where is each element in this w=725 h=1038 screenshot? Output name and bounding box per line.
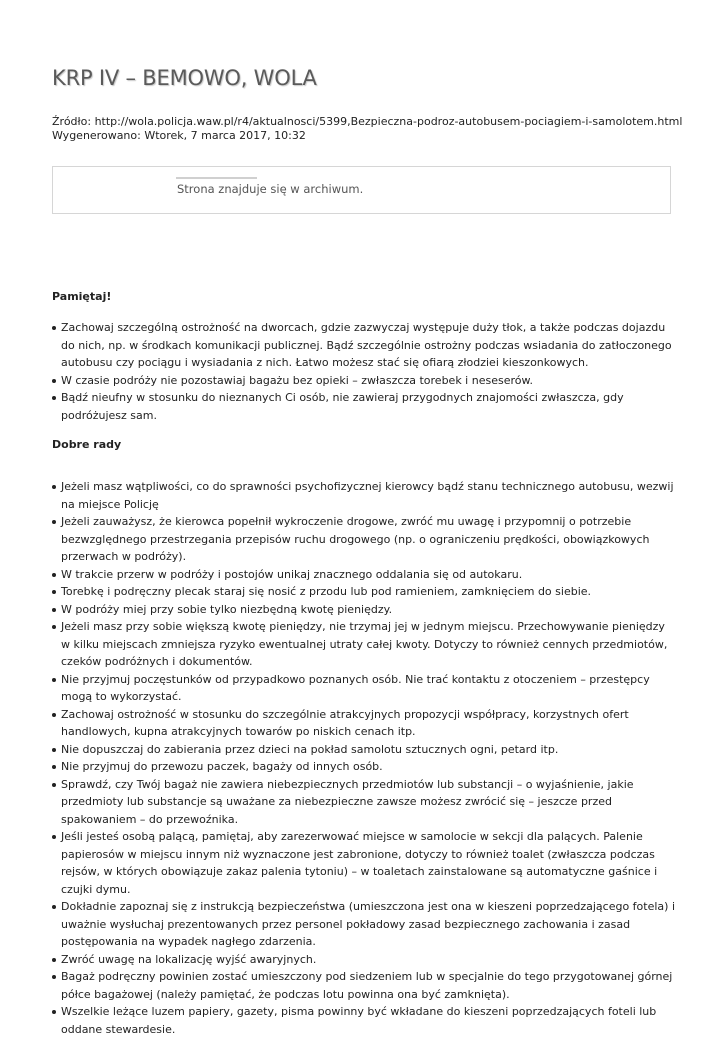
generated-date: Wygenerowano: Wtorek, 7 marca 2017, 10:32: [52, 129, 306, 142]
list-item: Wszelkie leżące luzem papiery, gazety, pisma powinny być wkładane do kieszeni poprzedzających foteli lub oddane stewardesie.: [52, 1003, 677, 1038]
section-heading-pamietaj: Pamiętaj!: [52, 290, 112, 303]
list-dobre-rady: [52, 478, 677, 1038]
list-item: Bądź nieufny w stosunku do nieznanych Ci osób, nie zawieraj przygodnych znajomości zwłaszcza, gdy podróżujesz sam.: [52, 389, 677, 424]
list-pamietaj: [52, 319, 677, 424]
list-item: Zwróć uwagę na lokalizację wyjść awaryjnych.: [52, 951, 677, 969]
page-meta: [52, 115, 682, 143]
article-content: [52, 288, 677, 1038]
archive-notice-box: [52, 166, 671, 214]
section-heading-dobre-rady: Dobre rady: [52, 438, 122, 451]
archive-divider: [176, 177, 257, 179]
list-item: Nie przyjmuj do przewozu paczek, bagaży od innych osób.: [52, 758, 677, 776]
list-item: Jeżeli masz przy sobie większą kwotę pieniędzy, nie trzymaj jej w jednym miejscu. Przechowywanie pieniędzy w kilku miejscach zmniejsza ryzyko ewentualnej utraty całej kwoty. Dotyczy to również cennych przedmiotów, czeków podróżnych i dokumentów.: [52, 618, 677, 671]
archive-notice: Strona znajduje się w archiwum.: [177, 182, 364, 196]
list-item: W podróży miej przy sobie tylko niezbędną kwotę pieniędzy.: [52, 601, 677, 619]
list-item: Bagaż podręczny powinien zostać umieszczony pod siedzeniem lub w specjalnie do tego przygotowanej górnej półce bagażowej (należy pamiętać, że podczas lotu powinna ona być zamknięta).: [52, 968, 677, 1003]
list-item: W trakcie przerw w podróży i postojów unikaj znacznego oddalania się od autokaru.: [52, 566, 677, 584]
list-item: Nie przyjmuj poczęstunków od przypadkowo poznanych osób. Nie trać kontaktu z otoczeniem – przestępcy mogą to wykorzystać.: [52, 671, 677, 706]
list-item: Nie dopuszczaj do zabierania przez dzieci na pokład samolotu sztucznych ogni, petard itp.: [52, 741, 677, 759]
list-item: Jeżeli zauważysz, że kierowca popełnił wykroczenie drogowe, zwróć mu uwagę i przypomnij o potrzebie bezwzględnego przestrzegania przepisów ruchu drogowego (np. o ograniczeniu prędkości, obowiązkowych przerwach w podróży).: [52, 513, 677, 566]
list-item: Dokładnie zapoznaj się z instrukcją bezpieczeństwa (umieszczona jest ona w kieszeni poprzedzającego fotela) i uważnie wysłuchaj prezentowanych przez personel pokładowy zasad bezpiecznego zachowania i zasad postępowania na wypadek nagłego zdarzenia.: [52, 898, 677, 951]
list-item: Zachowaj ostrożność w stosunku do szczególnie atrakcyjnych propozycji współpracy, korzystnych ofert handlowych, kupna atrakcyjnych towarów po niskich cenach itp.: [52, 706, 677, 741]
source-url: Źródło: http://wola.policja.waw.pl/r4/aktualnosci/5399,Bezpieczna-podroz-autobusem-pociagiem-i-samolotem.html: [52, 115, 683, 128]
list-item: Jeśli jesteś osobą palącą, pamiętaj, aby zarezerwować miejsce w samolocie w sekcji dla palących. Palenie papierosów w miejscu innym niż wyznaczone jest zabronione, dotyczy to również toalet (zwłaszcza podczas rejsów, w których obowiązuje zakaz palenia tytoniu) – w toaletach zainstalowane są automatyczne gaśnice i czujki dymu.: [52, 828, 677, 898]
list-item: Sprawdź, czy Twój bagaż nie zawiera niebezpiecznych przedmiotów lub substancji – o wyjaśnienie, jakie przedmioty lub substancje są uważane za niebezpieczne zawsze możesz zwrócić się – jeszcze przed spakowaniem – do przewoźnika.: [52, 776, 677, 829]
list-item: W czasie podróży nie pozostawiaj bagażu bez opieki – zwłaszcza torebek i neseserów.: [52, 372, 677, 390]
page-title: KRP IV – BEMOWO, WOLA: [52, 66, 317, 90]
list-item: Jeżeli masz wątpliwości, co do sprawności psychofizycznej kierowcy bądź stanu technicznego autobusu, wezwij na miejsce Policję: [52, 478, 677, 513]
list-item: Torebkę i podręczny plecak staraj się nosić z przodu lub pod ramieniem, zamknięciem do siebie.: [52, 583, 677, 601]
list-item: Zachowaj szczególną ostrożność na dworcach, gdzie zazwyczaj występuje duży tłok, a także podczas dojazdu do nich, np. w środkach komunikacji publicznej. Bądź szczególnie ostrożny podczas wsiadania do zatłoczonego autobusu czy pociągu i wysiadania z nich. Łatwo możesz stać się ofiarą złodziei kieszonkowych.: [52, 319, 677, 372]
